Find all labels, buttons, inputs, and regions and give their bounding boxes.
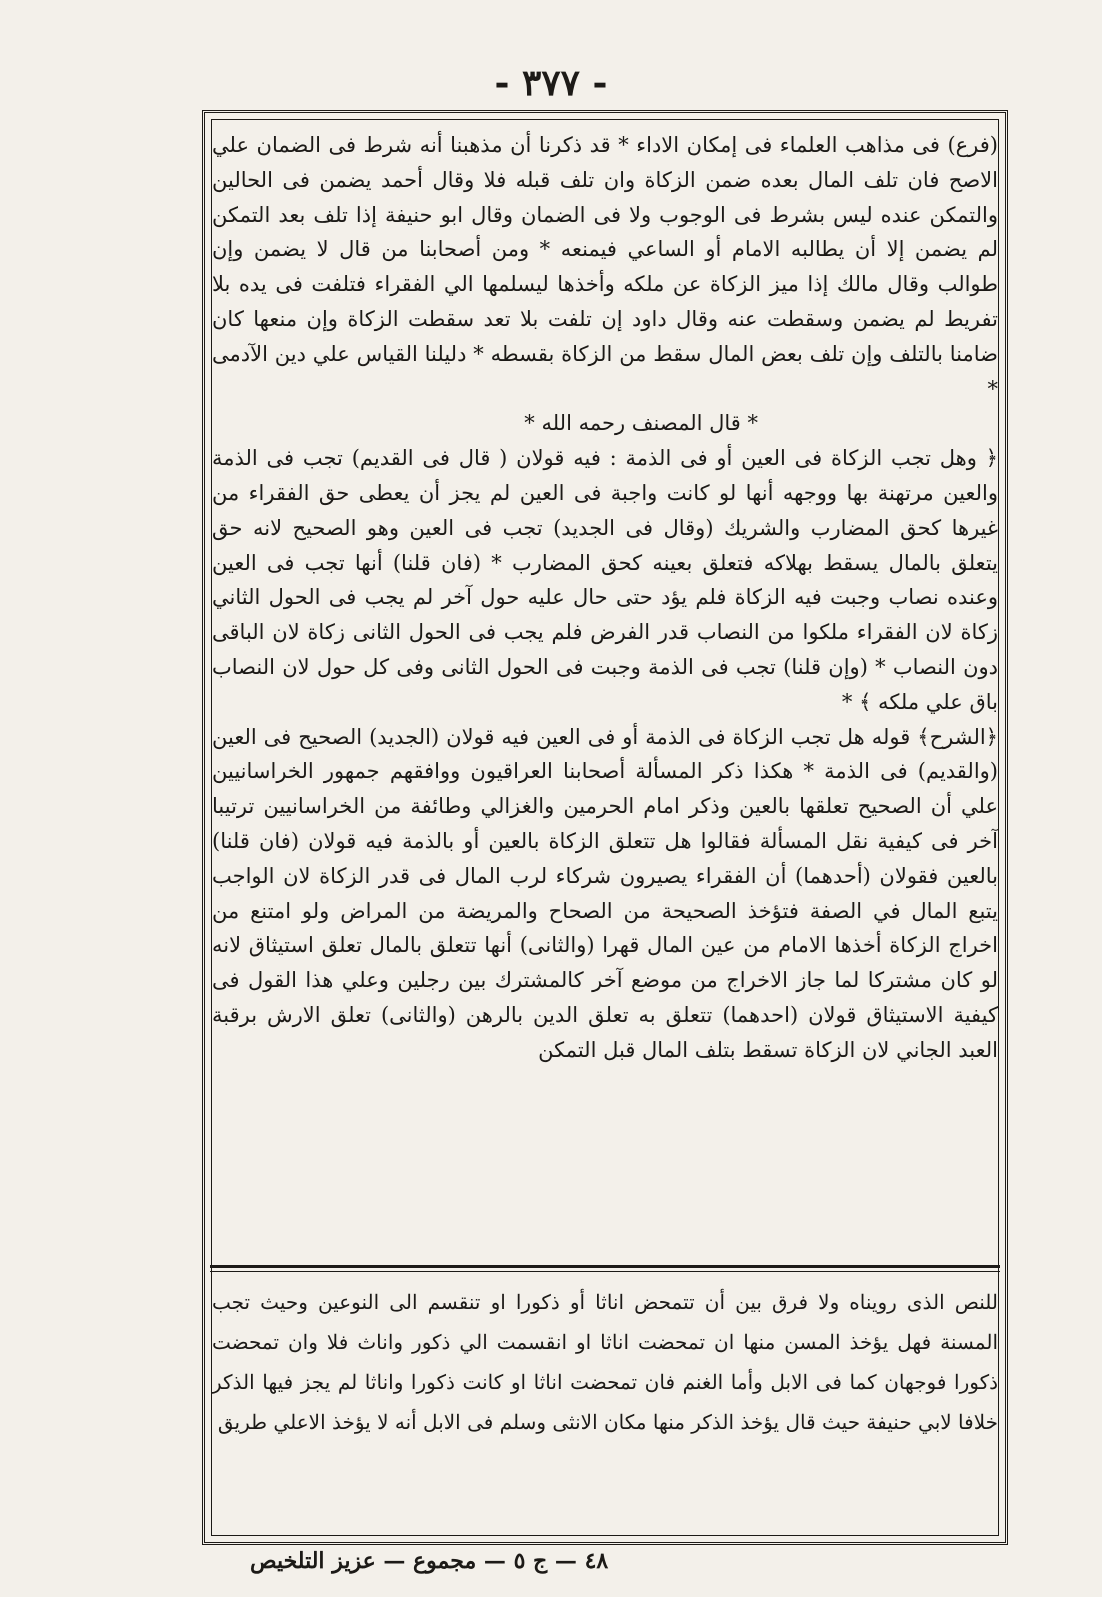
footnote-divider-thin: [210, 1271, 1000, 1272]
paragraph-author-heading: * قال المصنف رحمه الله *: [524, 411, 758, 436]
paragraph-matn: ﴿ وهل تجب الزكاة فى العين أو فى الذمة : فيه قولان ( قال فى القديم) تجب فى الذمة والعين مرتهنة بها ووجهه أنها لو كانت واجبة فى العين لم يجز أن يعطى حق الفقراء من غيرها كحق المضارب والشريك (وقال فى الجديد) تجب فى العين وهو الصحيح لانه حق يتعلق بالمال يسقط بهلاكه فتعلق بعينه كحق المضارب * (فان قلنا) أنها تجب فى العين وعنده نصاب وجبت فيه الزكاة فلم يؤد حتى حال عليه حول آخر لم يجب فى الحول الثاني زكاة لان الفقراء ملكوا من النصاب قدر الفرض فلم يجب فى الحول الثانى زكاة لان الباقى دون النصاب * (وإن قلنا) تجب فى الذمة وجبت فى الحول الثانى وفى كل حول لان النصاب باق علي ملكه ﴾ *: [212, 446, 998, 714]
paragraph-far: (فرع) فى مذاهب العلماء فى إمكان الاداء * قد ذكرنا أن مذهبنا أنه شرط فى الضمان علي الاصح فان تلف المال بعده ضمن الزكاة وان تلف قبله فلا وقال أحمد يضمن فى الحالين والتمكن عنده ليس بشرط فى الوجوب ولا فى الضمان وقال ابو حنيفة إذا تلف بعد التمكن لم يضمن إلا أن يطالبه الامام أو الساعي فيمنعه * ومن أصحابنا من قال لا يضمن وإن طوالب وقال مالك إذا ميز الزكاة عن ملكه وأخذها ليسلمها الي الفقراء فتلفت فى يده بلا تفريط لم يضمن وسقطت عنه وقال داود إن تلفت بلا تعد سقطت الزكاة وإن منعها كان ضامنا بالتلف وإن تلف بعض المال سقط من الزكاة بقسطه * دليلنا القياس علي دين الآدمى *: [212, 133, 998, 401]
footer-signature: ٤٨ — ج ٥ — مجموع — عزيز التلخيص: [250, 1548, 609, 1574]
page-number: - ٣٧٧ -: [494, 62, 608, 104]
paragraph-sharh: ﴿الشرح﴾ قوله هل تجب الزكاة فى الذمة أو فى العين فيه قولان (الجديد) الصحيح فى العين (والقديم) فى الذمة * هكذا ذكر المسألة أصحابنا العراقيون ووافقهم جمهور الخراسانيين علي أن الصحيح تعلقها بالعين وذكر امام الحرمين والغزالي وطائفة من الخراسانيين ترتيبا آخر فى كيفية نقل المسألة فقالوا هل تتعلق الزكاة بالعين أو بالذمة فيه قولان (فان قلنا) بالعين فقولان (أحدهما) أن الفقراء يصيرون شركاء لرب المال فى قدر الزكاة لان الواجب يتبع المال في الصفة فتؤخذ الصحيحة من الصحاح والمريضة من المراض ولو امتنع من اخراج الزكاة أخذها الامام من عين المال قهرا (والثانى) أنها تتعلق بالمال تعلق استيثاق لانه لو كان مشتركا لما جاز الاخراج من موضع آخر كالمشترك بين رجلين وعلي هذا القول فى كيفية الاستيثاق قولان (احدهما) تتعلق به تعلق الدين بالرهن (والثانى) تعلق الارش برقبة العبد الجاني لان الزكاة تسقط بتلف المال قبل التمكن: [212, 724, 998, 1062]
footnote-paragraph: للنص الذى رويناه ولا فرق بين أن تتمحض اناثا أو ذكورا او تنقسم الى النوعين وحيث تجب المسنة فهل يؤخذ المسن منها ان تمحضت اناثا او انقسمت الي ذكور واناث فلا وان تمحضت ذكورا فوجهان كما فى الابل وأما الغنم فان تمحضت اناثا او كانت ذكورا واناثا لم يجز فيها الذكر خلافا لابي حنيفة حيث قال يؤخذ الذكر منها مكان الانثى وسلم فى الابل أنه لا يؤخذ الاعلي طريق: [212, 1290, 998, 1434]
footnote-divider: [210, 1265, 1000, 1268]
main-text: [212, 128, 998, 1068]
footnote-text: [212, 1282, 998, 1442]
